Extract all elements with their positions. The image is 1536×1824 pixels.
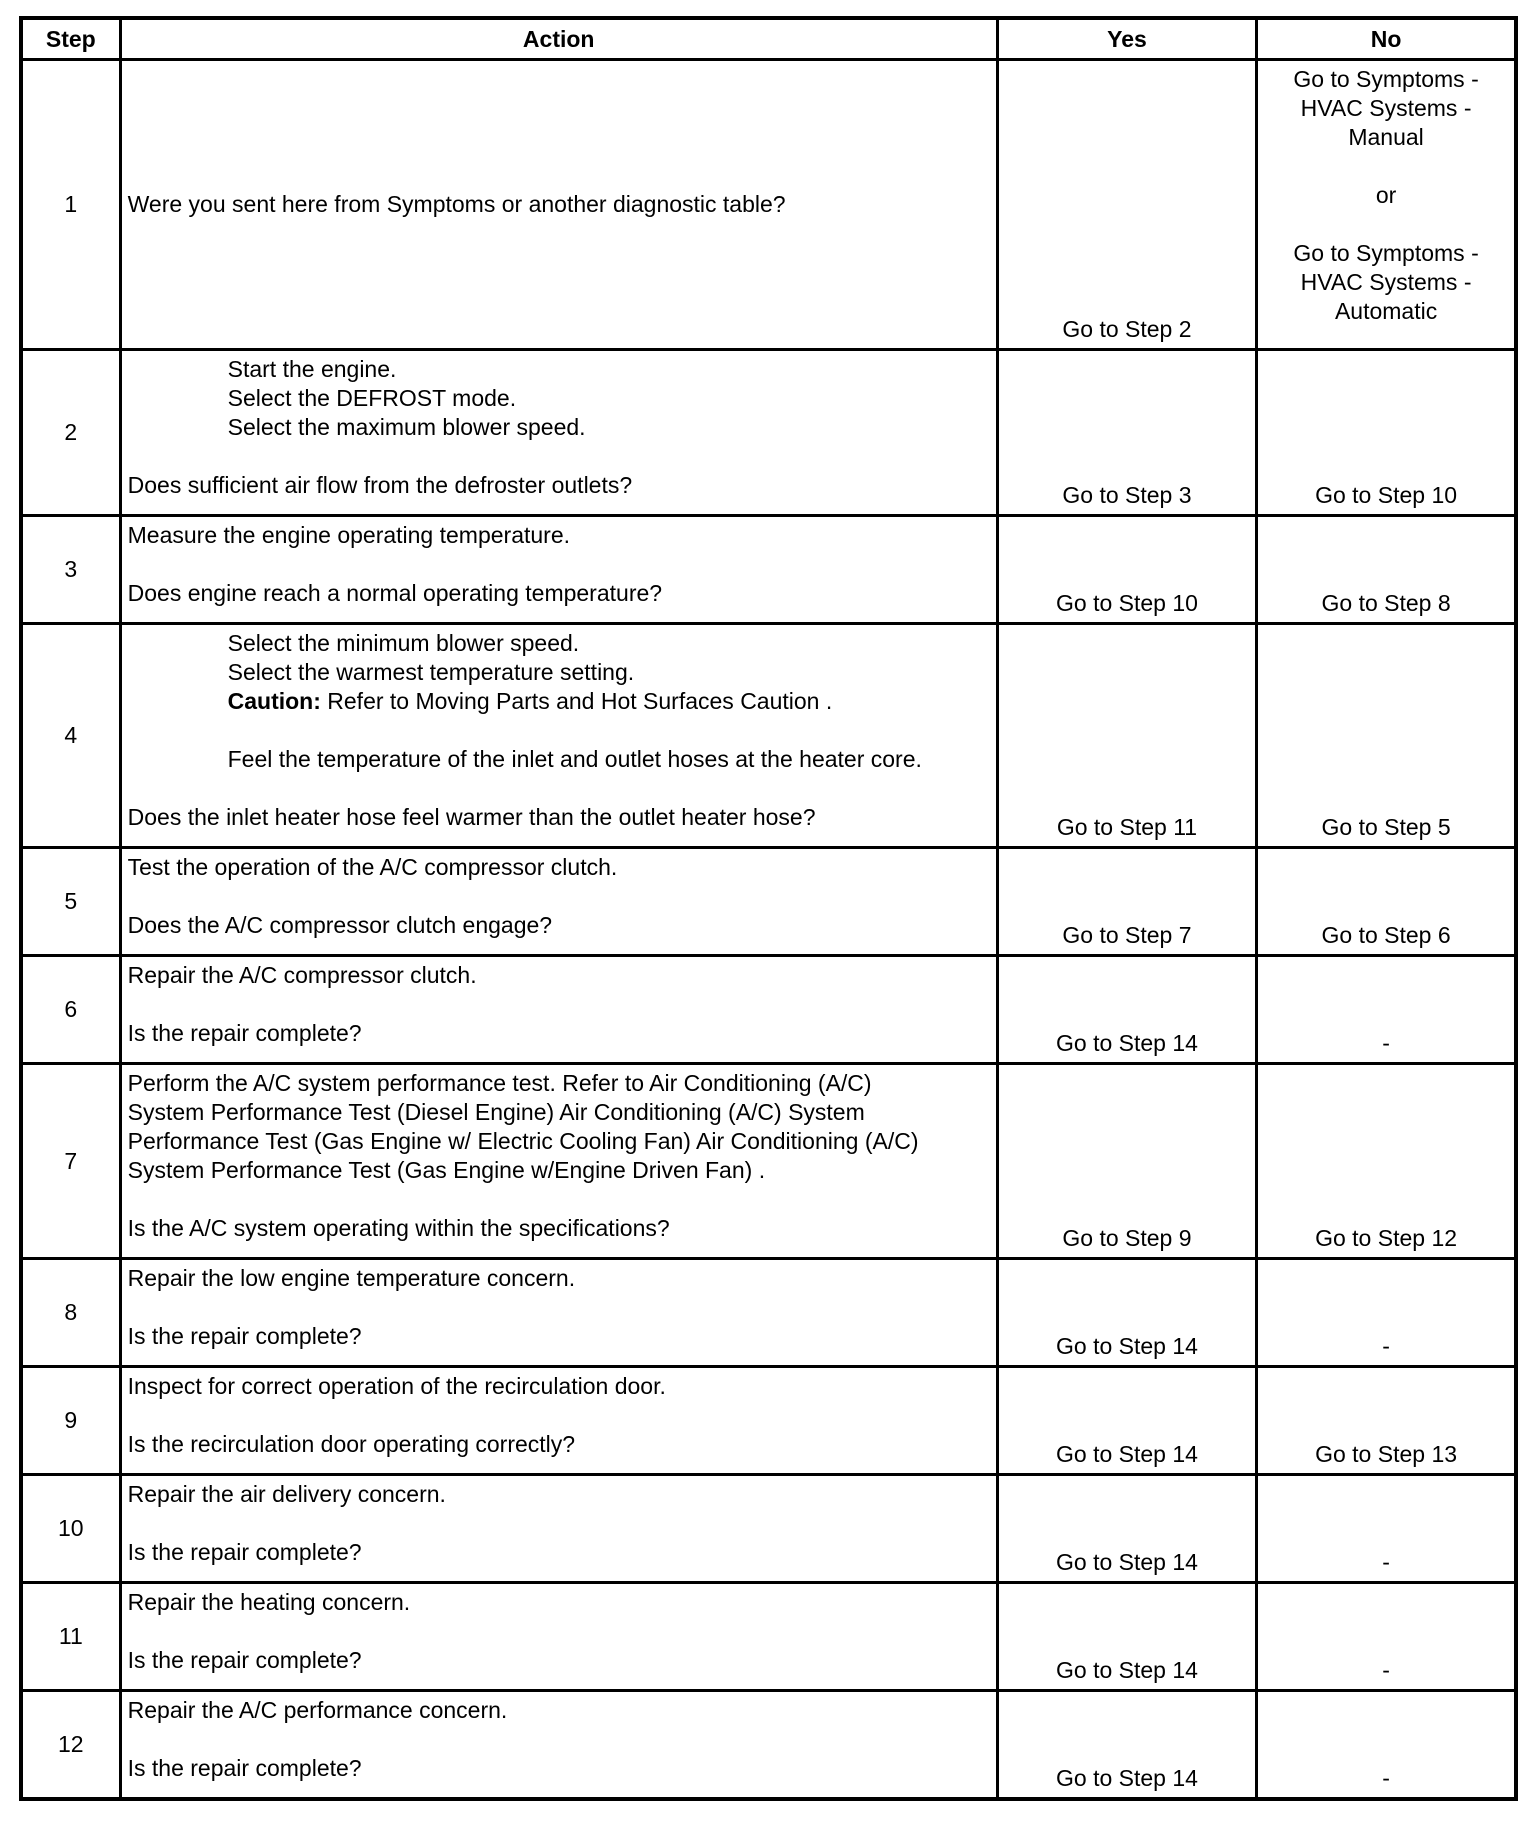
action-cell: [120, 1259, 997, 1367]
instruction-text: Feel the temperature of the inlet and outlet hoses at the heater core.: [227, 746, 922, 772]
instruction-text: Select the DEFROST mode.: [227, 385, 517, 411]
no-cell: -: [1257, 1691, 1516, 1799]
yes-cell: Go to Step 11: [997, 624, 1256, 848]
table-row: [21, 1367, 1516, 1475]
question-text: Does sufficient air flow from the defroster outlets?: [127, 472, 633, 498]
yes-cell: Go to Step 9: [997, 1064, 1256, 1259]
no-cell: Go to Step 12: [1257, 1064, 1516, 1259]
table-row: [21, 350, 1516, 516]
no-line: Automatic: [1334, 298, 1438, 324]
no-line: Go to Symptoms -: [1293, 240, 1479, 266]
no-cell: -: [1257, 1475, 1516, 1583]
caution-text: [128, 687, 990, 716]
instruction-text: Test the operation of the A/C compressor clutch.: [127, 854, 618, 880]
question-text: Is the repair complete?: [127, 1647, 362, 1673]
question-text: Does engine reach a normal operating temperature?: [127, 580, 663, 606]
instruction-text: Performance Test (Gas Engine w/ Electric Cooling Fan) Air Conditioning (A/C): [127, 1128, 919, 1154]
question-text: Were you sent here from Symptoms or another diagnostic table?: [127, 191, 786, 217]
instruction-text: Repair the air delivery concern.: [127, 1481, 446, 1507]
no-cell: Go to Step 13: [1257, 1367, 1516, 1475]
no-line: Manual: [1348, 124, 1424, 150]
header-row: [21, 18, 1516, 60]
table-row: [21, 60, 1516, 350]
instruction-text: Perform the A/C system performance test. Refer to Air Conditioning (A/C): [127, 1070, 872, 1096]
instruction-text: Inspect for correct operation of the recirculation door.: [127, 1373, 666, 1399]
no-cell: [1257, 60, 1516, 350]
action-cell: [120, 1064, 997, 1259]
instruction-text: System Performance Test (Diesel Engine) Air Conditioning (A/C) System: [127, 1099, 865, 1125]
question-text: Does the A/C compressor clutch engage?: [127, 912, 553, 938]
table-row: [21, 1583, 1516, 1691]
no-line: [1264, 152, 1508, 181]
yes-cell: Go to Step 10: [997, 516, 1256, 624]
no-cell: -: [1257, 956, 1516, 1064]
instruction-text: Repair the low engine temperature concern.: [127, 1265, 576, 1291]
table-row: [21, 848, 1516, 956]
no-line: Go to Symptoms -: [1293, 66, 1479, 92]
yes-cell: Go to Step 7: [997, 848, 1256, 956]
caution-label: Caution:: [227, 688, 321, 714]
question-text: Is the recirculation door operating correctly?: [127, 1431, 576, 1457]
action-cell: [120, 624, 997, 848]
table-row: [21, 1475, 1516, 1583]
action-cell: [120, 1691, 997, 1799]
action-cell: [120, 516, 997, 624]
question-text: Is the repair complete?: [127, 1020, 362, 1046]
step-number: 4: [21, 624, 120, 848]
instruction-text: Measure the engine operating temperature.: [127, 522, 571, 548]
no-line: HVAC Systems -: [1300, 95, 1472, 121]
header-yes: Yes: [997, 18, 1256, 60]
action-cell: [120, 956, 997, 1064]
no-cell: Go to Step 8: [1257, 516, 1516, 624]
step-number: 5: [21, 848, 120, 956]
instruction-text: Start the engine.: [227, 356, 397, 382]
yes-cell: Go to Step 2: [997, 60, 1256, 350]
step-number: 10: [21, 1475, 120, 1583]
instruction-text: Select the warmest temperature setting.: [227, 659, 635, 685]
caution-body: Refer to Moving Parts and Hot Surfaces Caution .: [320, 688, 833, 714]
instruction-text: Repair the heating concern.: [127, 1589, 411, 1615]
question-text: Does the inlet heater hose feel warmer than the outlet heater hose?: [127, 804, 816, 830]
no-line: or: [1375, 182, 1397, 208]
question-text: Is the repair complete?: [127, 1323, 362, 1349]
step-number: 2: [21, 350, 120, 516]
action-cell: [120, 60, 997, 350]
action-cell: [120, 1367, 997, 1475]
no-cell: -: [1257, 1583, 1516, 1691]
yes-cell: Go to Step 14: [997, 1367, 1256, 1475]
header-action: Action: [120, 18, 997, 60]
table-row: [21, 956, 1516, 1064]
step-number: 6: [21, 956, 120, 1064]
yes-cell: Go to Step 14: [997, 1259, 1256, 1367]
step-number: 3: [21, 516, 120, 624]
header-no: No: [1257, 18, 1516, 60]
instruction-text: System Performance Test (Gas Engine w/Engine Driven Fan) .: [127, 1157, 766, 1183]
no-cell: Go to Step 5: [1257, 624, 1516, 848]
action-cell: [120, 350, 997, 516]
instruction-text: Repair the A/C performance concern.: [127, 1697, 508, 1723]
no-cell: -: [1257, 1259, 1516, 1367]
yes-cell: Go to Step 14: [997, 1691, 1256, 1799]
action-cell: [120, 1583, 997, 1691]
instruction-text: Select the maximum blower speed.: [227, 414, 586, 440]
yes-cell: Go to Step 14: [997, 1583, 1256, 1691]
diagnostic-table: [19, 16, 1518, 1801]
no-line: HVAC Systems -: [1300, 269, 1472, 295]
table-row: [21, 624, 1516, 848]
question-text: Is the repair complete?: [127, 1755, 362, 1781]
action-cell: [120, 1475, 997, 1583]
yes-cell: Go to Step 14: [997, 1475, 1256, 1583]
no-line: [1264, 210, 1508, 239]
no-cell: Go to Step 6: [1257, 848, 1516, 956]
yes-cell: Go to Step 3: [997, 350, 1256, 516]
action-cell: [120, 848, 997, 956]
yes-cell: Go to Step 14: [997, 956, 1256, 1064]
question-text: Is the A/C system operating within the specifications?: [127, 1215, 670, 1241]
instruction-text: Repair the A/C compressor clutch.: [127, 962, 477, 988]
table-row: [21, 1691, 1516, 1799]
step-number: 9: [21, 1367, 120, 1475]
step-number: 1: [21, 60, 120, 350]
step-number: 11: [21, 1583, 120, 1691]
table-row: [21, 1259, 1516, 1367]
question-text: Is the repair complete?: [127, 1539, 362, 1565]
no-cell: Go to Step 10: [1257, 350, 1516, 516]
step-number: 12: [21, 1691, 120, 1799]
header-step: Step: [21, 18, 120, 60]
step-number: 8: [21, 1259, 120, 1367]
table-row: [21, 1064, 1516, 1259]
table-row: [21, 516, 1516, 624]
instruction-text: Select the minimum blower speed.: [227, 630, 580, 656]
step-number: 7: [21, 1064, 120, 1259]
